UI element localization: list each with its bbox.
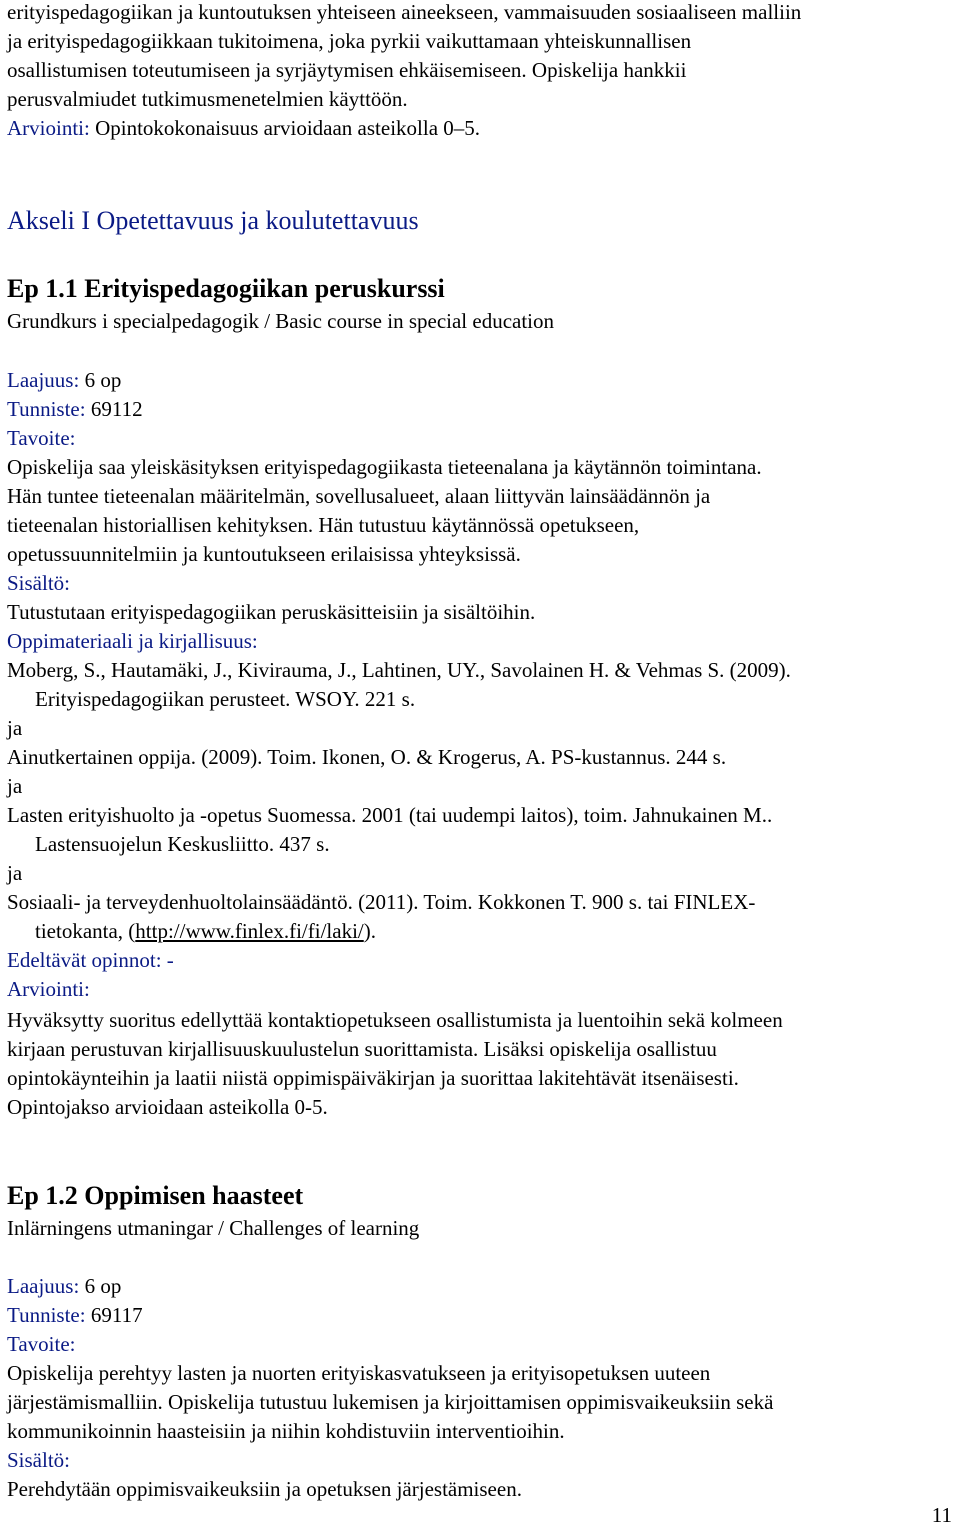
intro-eval-text: Opintokokonaisuus arvioidaan asteikolla 0–5.: [89, 116, 481, 140]
material-separator: ja: [7, 774, 23, 798]
material-text: ).: [363, 919, 376, 943]
intro-line: ja erityispedagogiikkaan tukitoimena, joka pyrkii vaikuttamaan yhteiskunnallisen: [7, 29, 692, 53]
material-item: Moberg, S., Hautamäki, J., Kivirauma, J., Lahtinen, UY., Savolainen H. & Vehmas S. (2009).: [7, 658, 791, 682]
tunniste-label: Tunniste:: [7, 397, 86, 421]
arviointi-label: Arviointi:: [7, 977, 90, 1001]
material-item: Sosiaali- ja terveydenhuoltolainsäädäntö. (2011). Toim. Kokkonen T. 900 s. tai FINLEX-: [7, 890, 756, 914]
section-heading: Akseli I Opetettavuus ja koulutettavuus: [7, 206, 419, 235]
tavoite-label: Tavoite:: [7, 1332, 76, 1356]
intro-evaluation: [7, 114, 480, 143]
material-item: [35, 917, 376, 946]
intro-line: erityispedagogiikan ja kuntoutuksen yhteiseen aineekseen, vammaisuuden sosiaaliseen malliin: [7, 0, 802, 24]
course2-tunniste: [7, 1301, 143, 1330]
laajuus-value: 6 op: [79, 1274, 122, 1298]
intro-eval-label: Arviointi:: [7, 116, 90, 140]
edeltavat-label: Edeltävät opinnot: -: [7, 948, 174, 972]
arviointi-line: Opintojakso arvioidaan asteikolla 0-5.: [7, 1095, 328, 1119]
sisalto-text: Tutustutaan erityispedagogiikan peruskäsitteisiin ja sisältöihin.: [7, 600, 536, 624]
arviointi-line: kirjaan perustuvan kirjallisuuskuulustelun suorittamista. Lisäksi opiskelija osallistuu: [7, 1037, 717, 1061]
intro-line: perusvalmiudet tutkimusmenetelmien käyttöön.: [7, 87, 408, 111]
laajuus-label: Laajuus:: [7, 1274, 80, 1298]
material-separator: ja: [7, 716, 23, 740]
page-number: 11: [931, 1503, 952, 1527]
tavoite-line: tieteenalan historiallisen kehityksen. Hän tutustuu käytännössä opetukseen,: [7, 513, 640, 537]
course2-laajuus: [7, 1272, 121, 1301]
course2-title: Ep 1.2 Oppimisen haasteet: [7, 1181, 304, 1210]
course1-laajuus: [7, 366, 121, 395]
tunniste-value: 69117: [85, 1303, 143, 1327]
tavoite-line: Opiskelija saa yleiskäsityksen erityispedagogiikasta tieteenalana ja käytännön toimintana.: [7, 455, 762, 479]
tavoite-line: opetussuunnitelmiin ja kuntoutukseen erilaisissa yhteyksissä.: [7, 542, 521, 566]
material-item: Ainutkertainen oppija. (2009). Toim. Ikonen, O. & Krogerus, A. PS-kustannus. 244 s.: [7, 745, 727, 769]
course1-title: Ep 1.1 Erityispedagogiikan peruskurssi: [7, 274, 445, 303]
material-item: Lasten erityishuolto ja -opetus Suomessa. 2001 (tai uudempi laitos), toim. Jahnukainen M..: [7, 803, 773, 827]
course1-subtitle: Grundkurs i specialpedagogik / Basic course in special education: [7, 309, 555, 333]
sisalto-label: Sisältö:: [7, 571, 71, 595]
laajuus-label: Laajuus:: [7, 368, 80, 392]
intro-line: osallistumisen toteutumiseen ja syrjäytymisen ehkäisemiseen. Opiskelija hankkii: [7, 58, 687, 82]
sisalto-text: Perehdytään oppimisvaikeuksiin ja opetuksen järjestämiseen.: [7, 1477, 522, 1501]
tavoite-line: järjestämismalliin. Opiskelija tutustuu lukemisen ja kirjoittamisen oppimisvaikeuksiin sekä: [7, 1390, 774, 1414]
material-text: tietokanta, (: [35, 919, 136, 943]
material-item: Lastensuojelun Keskusliitto. 437 s.: [35, 832, 330, 856]
tunniste-value: 69112: [85, 397, 143, 421]
arviointi-line: opintokäynteihin ja laatii niistä oppimispäiväkirjan ja suorittaa lakitehtävät itsenäisesti.: [7, 1066, 739, 1090]
finlex-link[interactable]: http://www.finlex.fi/fi/laki/: [135, 919, 364, 943]
tavoite-line: Hän tuntee tieteenalan määritelmän, sovellusalueet, alaan liittyvän lainsäädännön ja: [7, 484, 711, 508]
materials-label: Oppimateriaali ja kirjallisuus:: [7, 629, 258, 653]
laajuus-value: 6 op: [79, 368, 122, 392]
sisalto-label: Sisältö:: [7, 1448, 71, 1472]
tunniste-label: Tunniste:: [7, 1303, 86, 1327]
course2-subtitle: Inlärningens utmaningar / Challenges of learning: [7, 1216, 420, 1240]
material-separator: ja: [7, 861, 23, 885]
arviointi-line: Hyväksytty suoritus edellyttää kontaktiopetukseen osallistumista ja luentoihin sekä kolmeen: [7, 1008, 783, 1032]
tavoite-line: Opiskelija perehtyy lasten ja nuorten erityiskasvatukseen ja erityisopetuksen uuteen: [7, 1361, 711, 1385]
material-item: Erityispedagogiikan perusteet. WSOY. 221 s.: [35, 687, 416, 711]
tavoite-line: kommunikoinnin haasteisiin ja niihin kohdistuviin interventioihin.: [7, 1419, 565, 1443]
tavoite-label: Tavoite:: [7, 426, 76, 450]
course1-tunniste: [7, 395, 143, 424]
